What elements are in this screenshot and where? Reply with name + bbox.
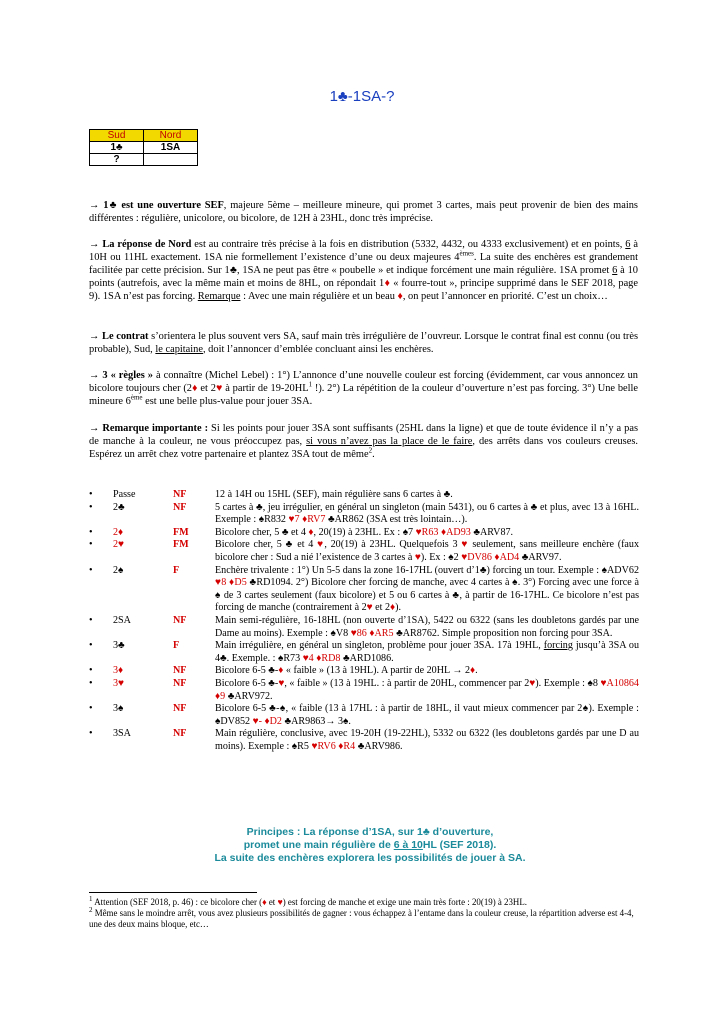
underlined: 6 à 10 <box>393 839 423 851</box>
bid-name: 2♠ <box>113 564 124 576</box>
text: est une belle plus-value pour jouer 3SA. <box>142 396 313 408</box>
text: , des arrêts dans vos couleurs creuses. Espérez un arrêt chez votre partenaire et plantez 3SA tout de même <box>89 436 638 461</box>
principles-line: Principes : La réponse d’1SA, sur 1♣ d’ouverture, <box>246 826 494 838</box>
text: à 10 points (autrefois, avec la même main et moins de 8HL, on répondait 1 <box>89 265 638 290</box>
arrow-icon: → <box>89 331 100 342</box>
text: Attention (SEF 2018, p. 46) : ce bicolore cher ( <box>92 897 263 907</box>
red-suit-text: ♥DV86 ♦AD4 <box>461 551 520 563</box>
diamond-icon: ♦ <box>384 278 391 290</box>
paragraph-important <box>89 422 638 461</box>
bullet-icon: • <box>89 539 93 551</box>
arrow-icon: → <box>89 423 100 434</box>
text: ♣ARV87. <box>470 526 514 538</box>
heart-icon: ♥ <box>277 897 283 907</box>
bid-description <box>215 665 639 678</box>
bid-name: 3♥ <box>113 677 125 689</box>
footnote-1 <box>89 897 639 908</box>
forcing-tag: F <box>173 640 180 652</box>
bid-row <box>89 527 639 540</box>
bid-description <box>215 565 639 615</box>
forcing-tag: NF <box>173 703 187 715</box>
paragraph-north-response <box>89 238 638 303</box>
heart-icon: ♥ <box>215 383 223 395</box>
text: ♣ARV97. <box>519 551 562 563</box>
bid-description <box>215 678 639 703</box>
text: Bicolore 6-5 ♣-♠, « faible (13 à 17HL : à partir de 18HL, il vaut mieux commencer par 2♠). Exemple : ♠DV852 <box>215 703 639 727</box>
underlined: 6 <box>612 265 618 277</box>
footnote-separator <box>89 892 257 893</box>
bold-lead: 3 « règles » <box>102 370 153 381</box>
bid-name: 3SA <box>113 728 131 740</box>
text: Enchère trivalente : 1°) Un 5-5 dans la zone 16-17HL (ouvert d’1♣) forcing un tour. Exemple : ♠ADV62 <box>215 564 639 576</box>
text: à partir de 19-20HL <box>222 383 309 395</box>
text: Main irrégulière, en général un singleton, problème pour jouer 3SA. 17à 19HL, <box>215 640 544 652</box>
superscript: ème <box>130 393 143 402</box>
paragraph-opening <box>89 199 638 225</box>
forcing-tag: F <box>173 564 180 576</box>
text: !). 2°) La répétition de la couleur d’ouverture n’est pas forcing. 3°) Une belle mineure 6 <box>89 383 639 408</box>
bid-row <box>89 539 639 564</box>
bid-name: 3♠ <box>113 703 124 715</box>
text: Bicolore 6-5 ♣- <box>215 677 279 689</box>
bullet-icon: • <box>89 665 93 677</box>
text: ♣RD1094. 2°) Bicolore cher forcing de manche, avec 4 cartes à ♠. 3°) Forcing avec une force à ♠ de 3 cartes seulement (faux bicolore) et 5 ou 6 cartes à ♣, à partir de 16-17HL. Ce bicolore n’est pas forcing de manche (contrairement à 2 <box>215 577 639 614</box>
red-suit-text: ♥4 ♦RD8 <box>302 652 341 664</box>
bid-row <box>89 615 639 640</box>
forcing-tag: NF <box>173 728 187 740</box>
bid-description <box>215 539 639 564</box>
bullet-icon: • <box>89 526 93 538</box>
red-suit-text: ♦ <box>390 602 396 614</box>
bid-name: 2SA <box>113 614 131 626</box>
text: ). <box>395 602 402 614</box>
text: ) est forcing de manche et exige une main très forte : 20(19) à 23HL. <box>282 897 527 907</box>
bid-name: 2♦ <box>113 526 124 538</box>
bid-cell: 1♣ <box>90 142 144 154</box>
text: et 2 <box>372 602 391 614</box>
principles-box <box>140 826 600 865</box>
bullet-icon: • <box>89 564 93 576</box>
paragraph-rules <box>89 369 638 408</box>
text: ♣ARV972. <box>225 690 273 702</box>
principles-line: La suite des enchères explorera les possibilités de jouer à SA. <box>214 852 526 864</box>
red-suit-text: ♥R63 ♦AD93 <box>415 526 471 538</box>
bid-description <box>215 502 639 527</box>
bullet-icon: • <box>89 614 93 626</box>
text: Si les points pour jouer 3SA sont suffisants (25HL dans la ligne) et que de toute évidence il n’y a pas de manche à la couleur, ne vous préoccupez pas, <box>89 423 638 448</box>
text: à 10H ou 11HL exactement. 1SA nie formellement l’existence d’une ou deux majeures 4 <box>89 239 639 264</box>
bidding-table <box>89 129 198 166</box>
text: seulement, sans meilleure enchère (faux bicolore cher : Sud a nié l’existence de 3 cartes à <box>215 539 640 563</box>
text: ♣ARV986. <box>355 740 403 752</box>
text: s’orientera le plus souvent vers SA, sauf main très irrégulière de l’ouvreur. Lorsque le contrat final est connu (ou très probable), Sud, <box>89 331 638 356</box>
bid-name: 3♣ <box>113 640 125 652</box>
forcing-tag: NF <box>173 677 187 689</box>
red-suit-text: ♥7 ♦RV7 <box>288 514 326 526</box>
header-sud: Sud <box>90 130 144 142</box>
footnote-ref: 1 <box>308 380 313 389</box>
text: ♣AR9863→ 3♠. <box>281 715 351 727</box>
red-suit-text: ♥RV6 ♦R4 <box>311 740 356 752</box>
text: , 20(19) à 23HL. Ex : ♠7 <box>313 526 416 538</box>
bold-lead: 1♣ est une ouverture SEF <box>103 200 224 211</box>
bold-lead: La réponse de Nord <box>102 239 192 250</box>
text: , majeure 5ème – meilleure mineure, qui promet 3 cartes, mais peut provenir de bien des mains différentes : régulière, unicolore, ou bicolore, de 12H à 23HL, donc très imprécise. <box>89 200 638 225</box>
bid-description <box>215 615 639 640</box>
arrow-icon: → <box>89 200 100 211</box>
red-suit-text: ♦ <box>470 665 476 677</box>
bid-row <box>89 703 639 728</box>
bullet-icon: • <box>89 703 93 715</box>
red-suit-text: ♥- ♦D2 <box>252 715 282 727</box>
text: 12 à 14H ou 15HL (SEF), main régulière sans 6 cartes à ♣. <box>215 489 453 500</box>
forcing-tag: NF <box>173 614 187 626</box>
underlined: Remarque <box>197 291 241 303</box>
red-suit-text: ♥ <box>414 551 421 563</box>
text: « faible » (13 à 19HL). A partir de 20HL → 2 <box>283 665 471 677</box>
bid-name: 3♦ <box>113 665 124 677</box>
bid-row <box>89 502 639 527</box>
bullet-icon: • <box>89 640 93 652</box>
bid-name: 2♥ <box>113 539 125 551</box>
text: . <box>372 449 375 461</box>
bid-description <box>215 527 639 540</box>
bid-row <box>89 489 639 502</box>
forcing-tag: NF <box>173 501 187 513</box>
text: Bicolore 6-5 ♣- <box>215 665 279 677</box>
bullet-icon: • <box>89 677 93 689</box>
red-suit-text: ♦ <box>308 526 314 538</box>
text: . <box>475 665 478 677</box>
bid-cell <box>144 154 198 166</box>
text: ♣AR8762. Simple proposition non forcing pour 3SA. <box>393 627 613 639</box>
text: « fourre-tout », principe supprimé dans le SEF 2018, page 9). 1SA n’est pas forcing. <box>89 278 638 303</box>
text: ). Ex : ♠2 <box>420 551 462 563</box>
forcing-tag: FM <box>173 526 189 538</box>
footnote-2 <box>89 908 639 930</box>
bold-lead: Le contrat <box>102 331 149 342</box>
bullet-icon: • <box>89 728 93 740</box>
text: à connaître (Michel Lebel) : 1°) L’annonce d’une nouvelle couleur est forcing (évidemment, car vous annoncez un bicolore toujours cher (2 <box>89 370 639 395</box>
text: , on peut l’annoncer en priorité. C’est un choix… <box>402 291 608 303</box>
bid-description <box>215 489 639 502</box>
arrow-icon: → <box>89 370 100 381</box>
text: , doit l’annoncer d’emblée concluant ainsi les enchères. <box>202 344 434 356</box>
red-suit-text: ♥ <box>278 677 285 689</box>
red-suit-text: ♥A10864 ♦9 <box>215 677 639 702</box>
paragraph-contract <box>89 330 638 356</box>
principles-line <box>140 839 600 852</box>
text: , « faible » (13 à 19HL. : à partir de 20HL, commencer par 2 <box>284 677 530 689</box>
bid-row <box>89 665 639 678</box>
footnotes <box>89 897 639 931</box>
footnote-number: 1 <box>89 895 93 904</box>
footnote-number: 2 <box>89 906 93 915</box>
text: 5 cartes à ♣, jeu irrégulier, en général un singleton (main 5431), ou 6 cartes à ♣ et plus, avec 13 à 16HL. Exemple : ♠R832 <box>215 501 639 526</box>
underlined: si vous n’avez pas la place de le faire <box>306 436 473 448</box>
red-suit-text: ♦ <box>278 665 284 677</box>
text: , 20(19) à 23HL. Quelquefois 3 <box>324 539 462 551</box>
text: promet une main régulière de <box>243 839 394 851</box>
red-suit-text: ♥ <box>529 677 536 689</box>
diamond-icon: ♦ <box>397 291 403 303</box>
header-nord: Nord <box>144 130 198 142</box>
bid-row <box>89 565 639 615</box>
superscript: èmes <box>459 249 474 258</box>
bid-list <box>89 489 639 753</box>
text: Main semi-régulière, 16-18HL (non ouverte d’1SA), 5422 ou 6322 (sans les doubletons gardés par une Dame au moins). Exemple : ♠V8 <box>215 614 639 639</box>
bold-lead: Remarque importante : <box>102 423 209 434</box>
diamond-icon: ♦ <box>191 383 198 395</box>
bid-name: Passe <box>113 489 136 500</box>
page-title: 1♣-1SA-? <box>329 88 395 105</box>
text: ). Exemple : ♠8 <box>535 677 601 689</box>
text: et 2 <box>197 383 216 395</box>
text: jusqu’à 3SA ou 4♣. Exemple. : ♠R73 <box>215 640 639 664</box>
red-suit-text: ♥ <box>461 539 469 551</box>
forcing-tag: NF <box>173 489 187 500</box>
text: est au contraire très précise à la fois en distribution (5332, 4432, ou 4333 exclusivement) et en points, <box>191 239 626 250</box>
diamond-icon: ♦ <box>262 897 267 907</box>
text: . La suite des enchères est grandement facilitée par cette précision. Sur 1♣, 1SA ne peut pas être « poubelle » et indique forcément une main régulière. 1SA promet <box>89 252 638 277</box>
text: et <box>266 897 278 907</box>
text: Main régulière, conclusive, avec 19-20H (19-22HL), 5332 ou 6322 (les doubletons gardés par une D au moins). Exemple : ♠R5 <box>215 728 639 752</box>
red-suit-text: ♥ <box>366 602 373 614</box>
text: : Avec une main régulière et un beau <box>240 291 398 303</box>
text: Même sans le moindre arrêt, vous avez plusieurs possibilités de gagner : vous échappez à l’entame dans la couleur creuse, la répartition adverse est 4-4, une des deux mains bloque, etc… <box>89 908 634 930</box>
bid-row <box>89 678 639 703</box>
text: ♣ARD1086. <box>340 652 394 664</box>
bullet-icon: • <box>89 489 93 500</box>
text: forcing <box>543 640 573 652</box>
footnote-ref: 2 <box>368 446 373 455</box>
red-suit-text: ♥8 ♦D5 <box>215 577 247 589</box>
underlined: 6 <box>625 239 631 250</box>
bid-name: 2♣ <box>113 501 125 513</box>
red-suit-text: ♥86 ♦AR5 <box>350 627 394 639</box>
arrow-icon: → <box>89 239 100 250</box>
bid-description <box>215 728 639 753</box>
forcing-tag: FM <box>173 539 189 551</box>
text: ♣AR862 (3SA est très lointain…). <box>325 514 468 526</box>
forcing-tag: NF <box>173 665 187 677</box>
bid-row <box>89 640 639 665</box>
bid-row <box>89 728 639 753</box>
bid-description <box>215 640 639 665</box>
underlined: le capitaine <box>155 344 203 356</box>
red-suit-text: ♥ <box>317 539 325 551</box>
text: Bicolore cher, 5 ♣ et 4 <box>215 526 309 538</box>
bullet-icon: • <box>89 501 93 513</box>
bid-cell: ? <box>90 154 144 166</box>
bid-cell: 1SA <box>144 142 198 154</box>
text: Bicolore cher, 5 ♣ et 4 <box>215 539 318 551</box>
text: HL (SEF 2018). <box>422 839 497 851</box>
bid-description <box>215 703 639 728</box>
